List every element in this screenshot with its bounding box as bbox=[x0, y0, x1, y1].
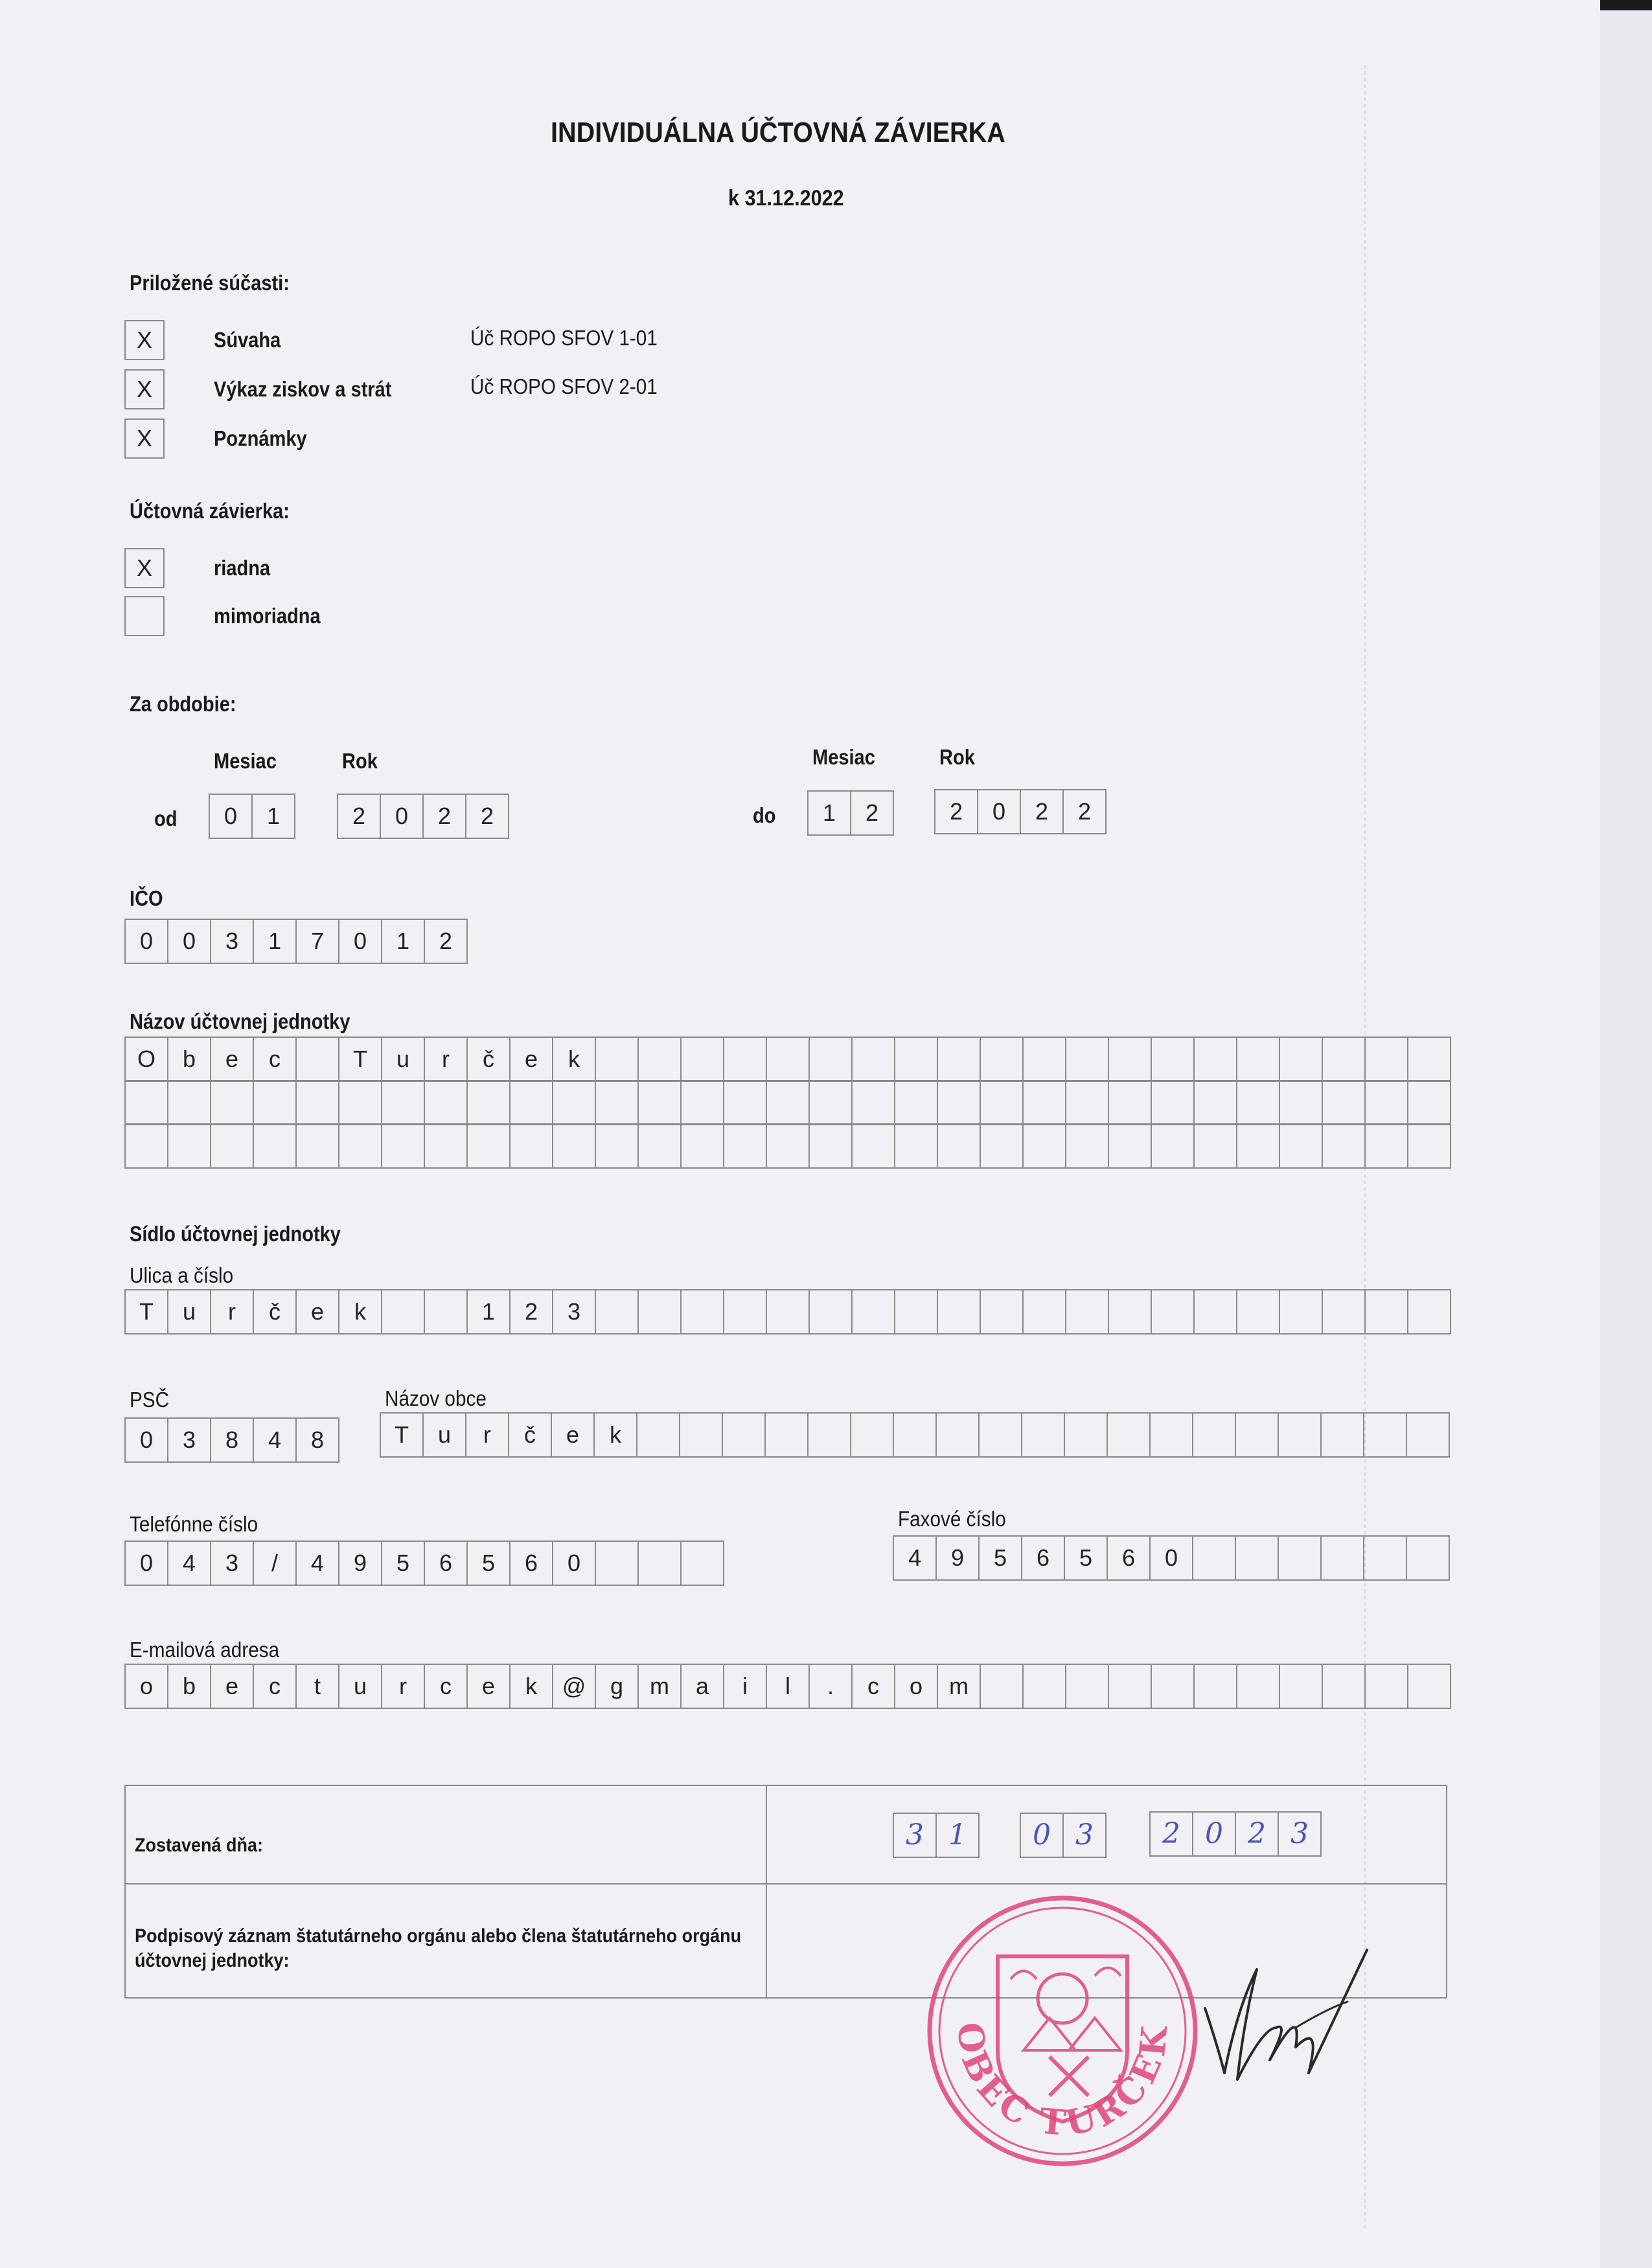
char-cell bbox=[1195, 1123, 1237, 1169]
char-cell bbox=[853, 1123, 895, 1169]
char-cell bbox=[682, 1541, 724, 1586]
char-cell bbox=[680, 1412, 723, 1458]
char-cell bbox=[1152, 1037, 1195, 1082]
char-cell bbox=[297, 1037, 339, 1082]
char-cell: g bbox=[596, 1664, 639, 1709]
char-cell bbox=[1193, 1535, 1236, 1581]
char-cell bbox=[938, 1037, 981, 1082]
compiled-label: Zostavená dňa: bbox=[135, 1835, 264, 1856]
char-cell bbox=[168, 1123, 211, 1169]
char-cell bbox=[724, 1080, 767, 1125]
char-cell bbox=[1407, 1412, 1450, 1458]
char-cell: 4 bbox=[894, 1535, 937, 1581]
char-cell bbox=[1280, 1289, 1323, 1334]
char-cell: u bbox=[424, 1412, 466, 1458]
char-cell bbox=[1109, 1037, 1152, 1082]
char-cell: 9 bbox=[339, 1541, 382, 1586]
char-cell bbox=[766, 1412, 809, 1458]
char-cell bbox=[1408, 1123, 1451, 1169]
psc-field[interactable] bbox=[124, 1417, 339, 1463]
char-cell bbox=[980, 1412, 1022, 1458]
code-suvaha: Úč ROPO SFOV 1-01 bbox=[470, 326, 658, 350]
from-year-field[interactable] bbox=[337, 794, 509, 839]
char-cell: u bbox=[339, 1664, 382, 1709]
char-cell bbox=[382, 1080, 425, 1125]
char-cell: 2 bbox=[1064, 789, 1107, 834]
char-cell: 7 bbox=[297, 919, 339, 964]
email-label: E-mailová adresa bbox=[130, 1638, 280, 1662]
char-cell bbox=[809, 1412, 851, 1458]
char-cell: 2 bbox=[1236, 1811, 1279, 1857]
char-cell bbox=[1151, 1412, 1193, 1458]
char-cell bbox=[639, 1037, 682, 1082]
char-cell bbox=[1323, 1664, 1366, 1709]
compiled-day-field[interactable] bbox=[893, 1813, 980, 1858]
char-cell bbox=[1408, 1080, 1451, 1125]
char-cell bbox=[1237, 1037, 1280, 1082]
char-cell bbox=[1024, 1080, 1066, 1125]
char-cell bbox=[937, 1412, 980, 1458]
label-suvaha: Súvaha bbox=[214, 328, 281, 352]
char-cell: 3 bbox=[211, 919, 254, 964]
char-cell: c bbox=[254, 1037, 297, 1082]
char-cell bbox=[1065, 1412, 1108, 1458]
char-cell bbox=[468, 1080, 511, 1125]
char-cell: m bbox=[938, 1664, 981, 1709]
char-cell: 9 bbox=[937, 1535, 980, 1581]
char-cell bbox=[1408, 1037, 1451, 1082]
char-cell bbox=[1237, 1080, 1280, 1125]
char-cell: 5 bbox=[980, 1535, 1022, 1581]
char-cell: 3 bbox=[168, 1417, 211, 1463]
char-cell bbox=[511, 1080, 553, 1125]
char-cell bbox=[297, 1080, 339, 1125]
char-cell: 0 bbox=[978, 789, 1021, 834]
char-cell: 5 bbox=[382, 1541, 425, 1586]
char-cell: č bbox=[468, 1037, 511, 1082]
char-cell: b bbox=[168, 1664, 211, 1709]
char-cell: a bbox=[682, 1664, 724, 1709]
char-cell: T bbox=[126, 1289, 168, 1334]
char-cell bbox=[767, 1037, 810, 1082]
label-vykaz: Výkaz ziskov a strát bbox=[214, 377, 392, 401]
email-field[interactable] bbox=[124, 1664, 1451, 1709]
char-cell bbox=[1193, 1412, 1236, 1458]
char-cell bbox=[1024, 1664, 1066, 1709]
char-cell bbox=[1366, 1123, 1408, 1169]
char-cell bbox=[339, 1080, 382, 1125]
signature-icon bbox=[1199, 1930, 1380, 2099]
char-cell bbox=[639, 1080, 682, 1125]
char-cell bbox=[1109, 1289, 1152, 1334]
checkbox-riadna[interactable]: X bbox=[124, 548, 165, 588]
label-mimoriadna: mimoriadna bbox=[214, 604, 321, 628]
scan-edge bbox=[1600, 0, 1652, 2268]
label-riadna: riadna bbox=[214, 556, 271, 580]
char-cell: 3 bbox=[894, 1813, 937, 1858]
city-label: Názov obce bbox=[385, 1386, 487, 1410]
char-cell bbox=[1279, 1412, 1322, 1458]
fax-label: Faxové číslo bbox=[898, 1507, 1006, 1531]
char-cell: 0 bbox=[1193, 1811, 1236, 1857]
char-cell: / bbox=[254, 1541, 297, 1586]
city-field[interactable] bbox=[380, 1412, 1450, 1458]
scan-corner-mark bbox=[1600, 0, 1652, 10]
char-cell bbox=[1366, 1080, 1408, 1125]
from-month-label: Mesiac bbox=[214, 749, 277, 773]
char-cell bbox=[1237, 1289, 1280, 1334]
char-cell: 4 bbox=[254, 1417, 297, 1463]
char-cell bbox=[553, 1123, 596, 1169]
char-cell: c bbox=[254, 1664, 297, 1709]
entity-name-label: Názov účtovnej jednotky bbox=[130, 1009, 350, 1033]
char-cell bbox=[1152, 1080, 1195, 1125]
char-cell: 1 bbox=[937, 1813, 980, 1858]
char-cell: 0 bbox=[553, 1541, 596, 1586]
char-cell: 3 bbox=[553, 1289, 596, 1334]
char-cell: 0 bbox=[339, 919, 382, 964]
compiled-year-field[interactable] bbox=[1149, 1811, 1322, 1857]
char-cell: o bbox=[895, 1664, 938, 1709]
label-poznamky: Poznámky bbox=[214, 426, 307, 450]
char-cell: 0 bbox=[168, 919, 211, 964]
entity-name-line-3[interactable] bbox=[124, 1123, 1451, 1169]
char-cell bbox=[1195, 1037, 1237, 1082]
char-cell bbox=[851, 1412, 894, 1458]
to-year-label: Rok bbox=[939, 745, 975, 769]
char-cell bbox=[596, 1541, 639, 1586]
to-year-field[interactable] bbox=[934, 789, 1107, 834]
char-cell bbox=[639, 1541, 682, 1586]
to-label: do bbox=[753, 803, 776, 827]
char-cell: l bbox=[767, 1664, 810, 1709]
char-cell: 2 bbox=[466, 794, 509, 839]
char-cell: 1 bbox=[253, 794, 295, 839]
char-cell bbox=[211, 1080, 254, 1125]
phone-label: Telefónne číslo bbox=[130, 1512, 258, 1536]
char-cell: T bbox=[381, 1412, 424, 1458]
entity-name-line-1[interactable] bbox=[124, 1037, 1451, 1082]
char-cell bbox=[639, 1123, 682, 1169]
char-cell bbox=[895, 1123, 938, 1169]
char-cell bbox=[425, 1289, 468, 1334]
code-vykaz: Úč ROPO SFOV 2-01 bbox=[470, 374, 658, 398]
char-cell bbox=[1323, 1080, 1366, 1125]
char-cell: u bbox=[382, 1037, 425, 1082]
char-cell: 0 bbox=[126, 919, 168, 964]
char-cell bbox=[938, 1289, 981, 1334]
char-cell: 1 bbox=[254, 919, 297, 964]
char-cell bbox=[682, 1080, 724, 1125]
char-cell bbox=[1109, 1080, 1152, 1125]
char-cell: b bbox=[168, 1037, 211, 1082]
char-cell: 6 bbox=[425, 1541, 468, 1586]
char-cell bbox=[1022, 1412, 1065, 1458]
char-cell bbox=[211, 1123, 254, 1169]
document-title: INDIVIDUÁLNA ÚČTOVNÁ ZÁVIERKA bbox=[551, 117, 1005, 148]
svg-text:OBEC TURČEK: OBEC TURČEK bbox=[949, 2020, 1176, 2144]
ico-label: IČO bbox=[130, 886, 163, 910]
char-cell: 3 bbox=[1064, 1813, 1107, 1858]
char-cell bbox=[981, 1037, 1024, 1082]
char-cell bbox=[938, 1080, 981, 1125]
char-cell: 1 bbox=[382, 919, 425, 964]
char-cell: c bbox=[425, 1664, 468, 1709]
char-cell bbox=[723, 1412, 766, 1458]
char-cell: r bbox=[466, 1412, 509, 1458]
char-cell bbox=[126, 1123, 168, 1169]
char-cell: 2 bbox=[511, 1289, 553, 1334]
char-cell: č bbox=[254, 1289, 297, 1334]
char-cell: 8 bbox=[297, 1417, 339, 1463]
char-cell: 2 bbox=[338, 794, 381, 839]
char-cell: 5 bbox=[468, 1541, 511, 1586]
char-cell bbox=[254, 1080, 297, 1125]
char-cell: e bbox=[552, 1412, 595, 1458]
char-cell: 2 bbox=[851, 790, 894, 836]
char-cell bbox=[767, 1123, 810, 1169]
to-month-field[interactable] bbox=[807, 790, 894, 836]
char-cell bbox=[1237, 1123, 1280, 1169]
signoff-divider-h bbox=[126, 1883, 1446, 1884]
char-cell bbox=[1066, 1080, 1109, 1125]
char-cell: 2 bbox=[935, 789, 978, 834]
char-cell: u bbox=[168, 1289, 211, 1334]
char-cell: 1 bbox=[809, 790, 851, 836]
char-cell: 6 bbox=[1022, 1535, 1065, 1581]
checkbox-suvaha[interactable]: X bbox=[124, 320, 165, 360]
char-cell bbox=[126, 1080, 168, 1125]
char-cell bbox=[1323, 1123, 1366, 1169]
char-cell bbox=[1024, 1037, 1066, 1082]
char-cell bbox=[1195, 1664, 1237, 1709]
ico-field[interactable] bbox=[124, 919, 468, 964]
street-field[interactable] bbox=[124, 1289, 1451, 1334]
char-cell: 2 bbox=[424, 794, 466, 839]
char-cell: m bbox=[639, 1664, 682, 1709]
address-heading: Sídlo účtovnej jednotky bbox=[130, 1222, 341, 1246]
char-cell: . bbox=[810, 1664, 853, 1709]
char-cell bbox=[553, 1080, 596, 1125]
char-cell bbox=[637, 1412, 680, 1458]
char-cell bbox=[682, 1037, 724, 1082]
char-cell bbox=[682, 1123, 724, 1169]
signoff-divider-v bbox=[766, 1786, 767, 1997]
char-cell bbox=[596, 1123, 639, 1169]
char-cell: c bbox=[853, 1664, 895, 1709]
char-cell bbox=[1152, 1664, 1195, 1709]
char-cell bbox=[1237, 1664, 1280, 1709]
char-cell: @ bbox=[553, 1664, 596, 1709]
char-cell bbox=[1066, 1123, 1109, 1169]
char-cell: i bbox=[724, 1664, 767, 1709]
char-cell bbox=[596, 1037, 639, 1082]
char-cell bbox=[895, 1037, 938, 1082]
char-cell bbox=[1024, 1123, 1066, 1169]
char-cell: k bbox=[339, 1289, 382, 1334]
char-cell: e bbox=[468, 1664, 511, 1709]
char-cell bbox=[1279, 1535, 1322, 1581]
char-cell bbox=[1407, 1535, 1450, 1581]
char-cell bbox=[810, 1080, 853, 1125]
char-cell bbox=[810, 1037, 853, 1082]
char-cell bbox=[382, 1123, 425, 1169]
char-cell bbox=[1152, 1123, 1195, 1169]
char-cell: k bbox=[553, 1037, 596, 1082]
char-cell bbox=[1066, 1037, 1109, 1082]
char-cell bbox=[1195, 1289, 1237, 1334]
char-cell: 6 bbox=[511, 1541, 553, 1586]
char-cell bbox=[1408, 1289, 1451, 1334]
char-cell bbox=[853, 1037, 895, 1082]
signature-label-line2: účtovnej jednotky: bbox=[135, 1950, 290, 1971]
char-cell: k bbox=[511, 1664, 553, 1709]
compiled-month-field[interactable] bbox=[1020, 1813, 1107, 1858]
char-cell bbox=[1366, 1289, 1408, 1334]
char-cell: 2 bbox=[425, 919, 468, 964]
char-cell bbox=[425, 1080, 468, 1125]
char-cell bbox=[254, 1123, 297, 1169]
char-cell bbox=[682, 1289, 724, 1334]
char-cell bbox=[468, 1123, 511, 1169]
char-cell bbox=[767, 1080, 810, 1125]
from-label: od bbox=[154, 807, 178, 830]
checkbox-poznamky[interactable]: X bbox=[124, 418, 165, 459]
char-cell bbox=[1236, 1412, 1279, 1458]
char-cell bbox=[297, 1123, 339, 1169]
char-cell bbox=[894, 1412, 937, 1458]
statement-type-heading: Účtovná závierka: bbox=[130, 499, 290, 523]
document-date: k 31.12.2022 bbox=[728, 186, 844, 211]
char-cell: O bbox=[126, 1037, 168, 1082]
municipal-stamp-icon bbox=[920, 1888, 1205, 2173]
char-cell bbox=[1408, 1664, 1451, 1709]
char-cell: 4 bbox=[168, 1541, 211, 1586]
char-cell: e bbox=[511, 1037, 553, 1082]
char-cell bbox=[724, 1123, 767, 1169]
char-cell bbox=[1364, 1412, 1407, 1458]
char-cell: 8 bbox=[211, 1417, 254, 1463]
char-cell: r bbox=[382, 1664, 425, 1709]
char-cell: 6 bbox=[1108, 1535, 1151, 1581]
char-cell: e bbox=[211, 1037, 254, 1082]
char-cell bbox=[339, 1123, 382, 1169]
char-cell bbox=[639, 1289, 682, 1334]
char-cell bbox=[1280, 1664, 1323, 1709]
char-cell bbox=[382, 1289, 425, 1334]
char-cell bbox=[810, 1123, 853, 1169]
char-cell bbox=[1066, 1664, 1109, 1709]
char-cell: r bbox=[425, 1037, 468, 1082]
char-cell bbox=[1323, 1037, 1366, 1082]
char-cell bbox=[1152, 1289, 1195, 1334]
char-cell bbox=[895, 1080, 938, 1125]
char-cell: e bbox=[297, 1289, 339, 1334]
char-cell: 0 bbox=[1021, 1813, 1064, 1858]
char-cell: t bbox=[297, 1664, 339, 1709]
char-cell bbox=[981, 1123, 1024, 1169]
char-cell bbox=[425, 1123, 468, 1169]
char-cell bbox=[168, 1080, 211, 1125]
char-cell: 0 bbox=[1151, 1535, 1193, 1581]
char-cell bbox=[1109, 1123, 1152, 1169]
char-cell: 4 bbox=[297, 1541, 339, 1586]
char-cell bbox=[981, 1080, 1024, 1125]
char-cell: 3 bbox=[1279, 1811, 1322, 1857]
char-cell bbox=[1280, 1037, 1323, 1082]
char-cell bbox=[1323, 1289, 1366, 1334]
char-cell bbox=[1236, 1535, 1279, 1581]
attachments-heading: Priložené súčasti: bbox=[130, 271, 290, 295]
char-cell: 0 bbox=[126, 1417, 168, 1463]
char-cell bbox=[1322, 1412, 1364, 1458]
char-cell: č bbox=[509, 1412, 552, 1458]
fax-field[interactable] bbox=[893, 1535, 1450, 1581]
char-cell: e bbox=[211, 1664, 254, 1709]
char-cell: k bbox=[595, 1412, 637, 1458]
char-cell bbox=[1066, 1289, 1109, 1334]
char-cell bbox=[1366, 1037, 1408, 1082]
char-cell bbox=[1364, 1535, 1407, 1581]
char-cell bbox=[767, 1289, 810, 1334]
char-cell bbox=[1195, 1080, 1237, 1125]
char-cell bbox=[853, 1289, 895, 1334]
char-cell: r bbox=[211, 1289, 254, 1334]
from-month-field[interactable] bbox=[209, 794, 295, 839]
char-cell bbox=[895, 1289, 938, 1334]
char-cell bbox=[724, 1289, 767, 1334]
char-cell bbox=[853, 1080, 895, 1125]
to-month-label: Mesiac bbox=[812, 745, 875, 769]
char-cell bbox=[1109, 1664, 1152, 1709]
street-label: Ulica a číslo bbox=[130, 1263, 234, 1287]
from-year-label: Rok bbox=[342, 749, 378, 773]
char-cell: 2 bbox=[1151, 1811, 1193, 1857]
char-cell bbox=[810, 1289, 853, 1334]
char-cell bbox=[981, 1664, 1024, 1709]
psc-label: PSČ bbox=[130, 1388, 170, 1412]
phone-field[interactable] bbox=[124, 1541, 724, 1586]
char-cell bbox=[1280, 1123, 1323, 1169]
char-cell: T bbox=[339, 1037, 382, 1082]
char-cell bbox=[1322, 1535, 1364, 1581]
period-heading: Za obdobie: bbox=[130, 692, 236, 716]
char-cell bbox=[981, 1289, 1024, 1334]
checkbox-mimoriadna[interactable] bbox=[124, 596, 165, 636]
char-cell bbox=[724, 1037, 767, 1082]
char-cell: 0 bbox=[210, 794, 253, 839]
char-cell: 0 bbox=[381, 794, 424, 839]
char-cell bbox=[1024, 1289, 1066, 1334]
char-cell: 1 bbox=[468, 1289, 511, 1334]
char-cell bbox=[596, 1080, 639, 1125]
checkbox-vykaz[interactable]: X bbox=[124, 369, 165, 409]
char-cell: 0 bbox=[126, 1541, 168, 1586]
char-cell: o bbox=[126, 1664, 168, 1709]
char-cell: 5 bbox=[1065, 1535, 1108, 1581]
entity-name-line-2[interactable] bbox=[124, 1080, 1451, 1125]
char-cell bbox=[511, 1123, 553, 1169]
char-cell bbox=[596, 1289, 639, 1334]
signature-label-line1: Podpisový záznam štatutárneho orgánu alebo člena štatutárneho orgánu bbox=[135, 1925, 742, 1947]
char-cell bbox=[1366, 1664, 1408, 1709]
char-cell bbox=[938, 1123, 981, 1169]
char-cell: 3 bbox=[211, 1541, 254, 1586]
char-cell: 2 bbox=[1021, 789, 1064, 834]
char-cell bbox=[1280, 1080, 1323, 1125]
char-cell bbox=[1108, 1412, 1151, 1458]
